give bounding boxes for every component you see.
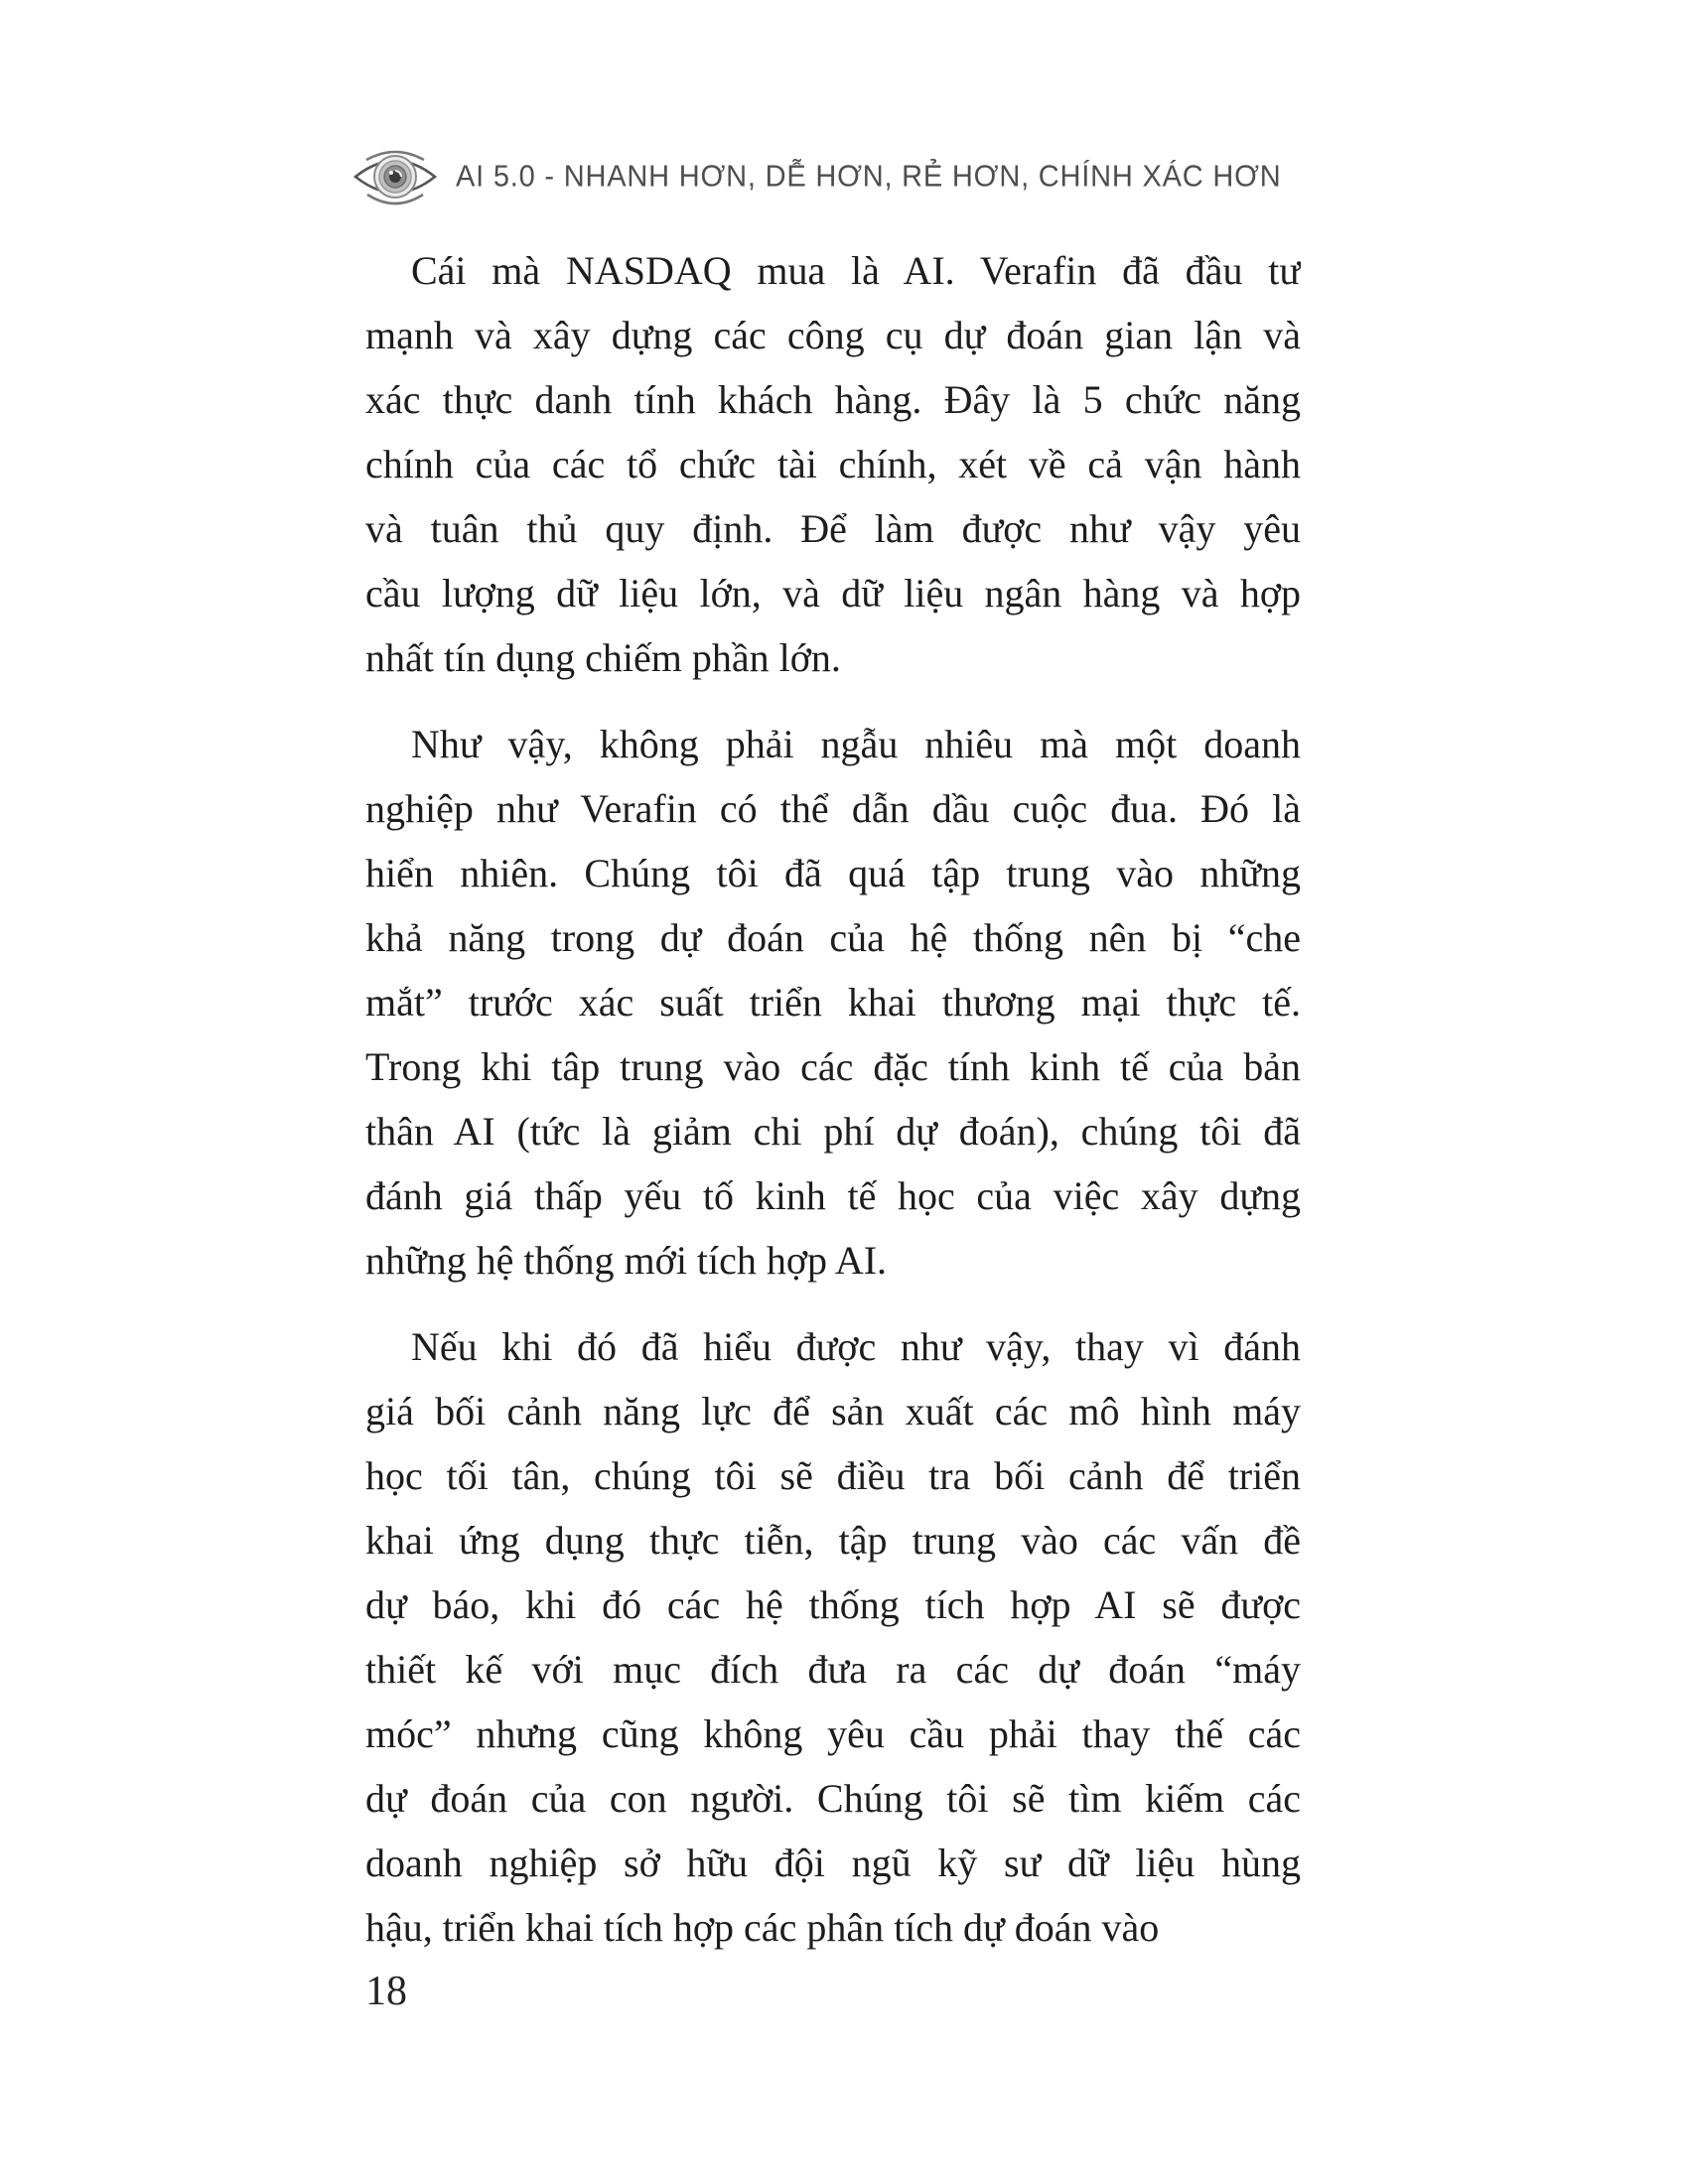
page-number: 18 [365, 1969, 407, 2014]
text-line: dự đoán của con người. Chúng tôi sẽ tìm kiếm các [365, 1776, 1301, 1821]
text-line: thân AI (tức là giảm chi phí dự đoán), chúng tôi đã [365, 1109, 1301, 1154]
text-line: học tối tân, chúng tôi sẽ điều tra bối cảnh để triển [365, 1453, 1301, 1498]
text-line: hiển nhiên. Chúng tôi đã quá tập trung vào những [365, 851, 1301, 895]
eye-logo-icon [351, 140, 440, 213]
paragraph-1 [365, 238, 1301, 690]
text-line: những hệ thống mới tích hợp AI. [365, 1238, 888, 1283]
paragraph-2 [365, 712, 1301, 1293]
page-header [351, 139, 1282, 214]
text-line: hậu, triển khai tích hợp các phân tích dự đoán vào [365, 1905, 1160, 1950]
text-line: mắt” trước xác suất triển khai thương mại thực tế. [365, 980, 1301, 1024]
text-line: thiết kế với mục đích đưa ra các dự đoán “máy [365, 1647, 1301, 1692]
text-line: Như vậy, không phải ngẫu nhiêu mà một doanh [411, 722, 1301, 766]
text-line: và tuân thủ quy định. Để làm được như vậy yêu [365, 506, 1301, 551]
text-line: chính của các tổ chức tài chính, xét về cả vận hành [365, 442, 1301, 486]
text-line: nhất tín dụng chiếm phần lớn. [365, 635, 841, 680]
text-line: xác thực danh tính khách hàng. Đây là 5 chức năng [365, 377, 1301, 422]
text-line: Trong khi tâp trung vào các đặc tính kinh tế của bản [365, 1044, 1301, 1089]
text-line: nghiệp như Verafin có thể dẫn dầu cuộc đua. Đó là [365, 786, 1301, 831]
running-head-title: AI 5.0 - NHANH HƠN, DỄ HƠN, RẺ HƠN, CHÍNH XÁC HƠN [456, 159, 1282, 194]
text-line: doanh nghiệp sở hữu đội ngũ kỹ sư dữ liệu hùng [365, 1841, 1301, 1885]
text-line: đánh giá thấp yếu tố kinh tế học của việc xây dựng [365, 1173, 1301, 1218]
text-line: khai ứng dụng thực tiễn, tập trung vào các vấn đề [365, 1518, 1301, 1563]
paragraph-3 [365, 1314, 1301, 1960]
text-line: khả năng trong dự đoán của hệ thống nên bị “che [365, 915, 1301, 960]
text-line: cầu lượng dữ liệu lớn, và dữ liệu ngân hàng và hợp [365, 571, 1301, 615]
text-line: mạnh và xây dựng các công cụ dự đoán gian lận và [365, 313, 1301, 357]
text-line: Nếu khi đó đã hiểu được như vậy, thay vì đánh [411, 1324, 1301, 1369]
text-line: Cái mà NASDAQ mua là AI. Verafin đã đầu tư [411, 248, 1301, 293]
text-line: móc” nhưng cũng không yêu cầu phải thay thế các [365, 1711, 1301, 1756]
text-line: giá bối cảnh năng lực để sản xuất các mô hình máy [365, 1389, 1301, 1433]
body-text [365, 238, 1301, 1960]
text-line: dự báo, khi đó các hệ thống tích hợp AI sẽ được [365, 1582, 1301, 1627]
